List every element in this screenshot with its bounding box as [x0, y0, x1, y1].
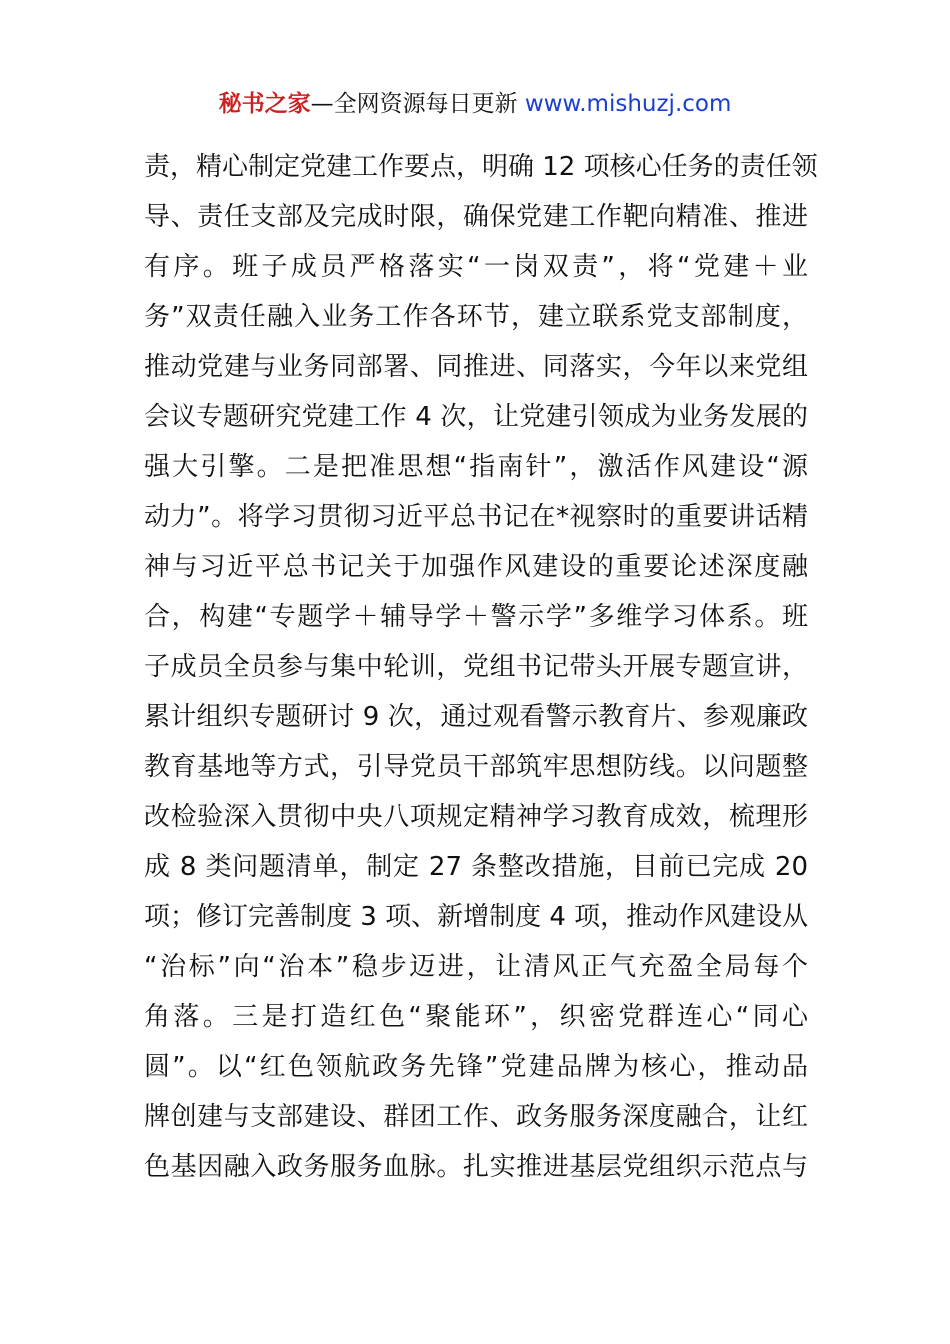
- body-line: 角落。三是打造红色“聚能环”，织密党群连心“同心: [144, 1002, 808, 1032]
- body-line: 教育基地等方式，引导党员干部筑牢思想防线。以问题整: [144, 752, 808, 782]
- body-line: 推动党建与业务同部署、同推进、同落实，今年以来党组: [144, 352, 808, 382]
- body-line: 会议专题研究党建工作 4 次，让党建引领成为业务发展的: [144, 402, 808, 432]
- body-line: 累计组织专题研讨 9 次，通过观看警示教育片、参观廉政: [144, 702, 808, 732]
- body-line: 导、责任支部及完成时限，确保党建工作靶向精准、推进: [144, 202, 808, 232]
- body-line: 合，构建“专题学＋辅导学＋警示学”多维学习体系。班: [144, 602, 808, 632]
- site-url-link[interactable]: www.mishuzj.com: [524, 91, 732, 117]
- body-line: “治标”向“治本”稳步迈进，让清风正气充盈全局每个: [144, 952, 808, 982]
- body-line: 牌创建与支部建设、群团工作、政务服务深度融合，让红: [144, 1102, 808, 1132]
- body-line: 项；修订完善制度 3 项、新增制度 4 项，推动作风建设从: [144, 902, 809, 932]
- body-line: 圆”。以“红色领航政务先锋”党建品牌为核心，推动品: [144, 1052, 808, 1082]
- body-line: 务”双责任融入业务工作各环节，建立联系党支部制度，: [144, 302, 808, 332]
- body-line: 责，精心制定党建工作要点，明确 12 项核心任务的责任领: [144, 152, 818, 182]
- site-header: [0, 88, 950, 120]
- body-line: 神与习近平总书记关于加强作风建设的重要论述深度融: [144, 552, 808, 582]
- body-line: 子成员全员参与集中轮训，党组书记带头开展专题宣讲，: [144, 652, 808, 682]
- body-line: 色基因融入政务服务血脉。扎实推进基层党组织示范点与: [144, 1152, 808, 1182]
- site-brand: 秘书之家: [218, 91, 311, 117]
- body-line: 强大引擎。二是把准思想“指南针”，激活作风建设“源: [144, 452, 808, 482]
- body-line: 有序。班子成员严格落实“一岗双责”，将“党建＋业: [144, 252, 808, 282]
- body-line: 动力”。将学习贯彻习近平总书记在*视察时的重要讲话精: [144, 502, 808, 532]
- site-tagline: —全网资源每日更新: [310, 91, 525, 117]
- body-line: 成 8 类问题清单，制定 27 条整改措施，目前已完成 20: [144, 852, 808, 882]
- body-line: 改检验深入贯彻中央八项规定精神学习教育成效，梳理形: [144, 802, 808, 832]
- document-body: [144, 142, 818, 1192]
